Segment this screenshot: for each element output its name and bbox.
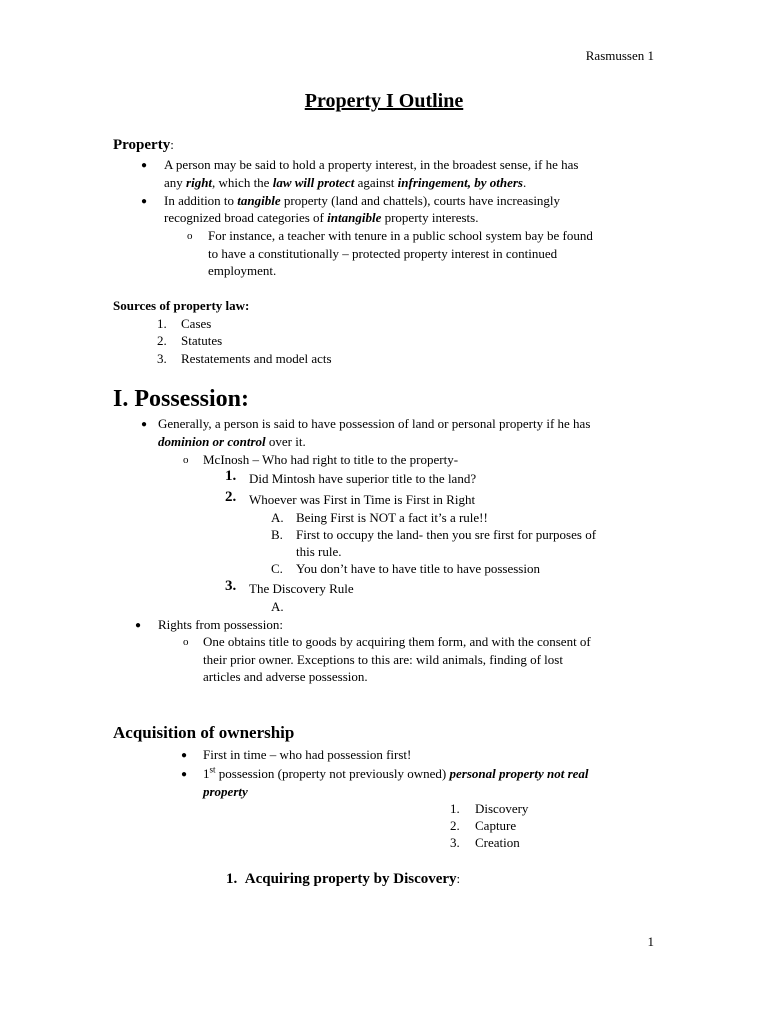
letter-label: C. xyxy=(271,561,283,576)
text-run: any xyxy=(164,175,187,190)
letter-text: You don’t have to have title to have possession xyxy=(296,561,540,576)
letter-label: A. xyxy=(271,510,284,525)
letter-label: A. xyxy=(271,599,284,614)
text-run: 1 xyxy=(203,766,210,781)
list-num: 1. xyxy=(225,468,237,484)
text-run: . xyxy=(522,175,527,190)
property-heading xyxy=(113,136,174,154)
mcinosh-line: McInosh – Who had right to title to the property- xyxy=(203,452,459,467)
page-title xyxy=(0,90,768,112)
text-run: property interests. xyxy=(381,210,479,225)
possession-b1-line2 xyxy=(158,433,306,450)
acq-item-num: 2. xyxy=(450,818,460,833)
circle-bullet-icon: o xyxy=(187,230,193,242)
property-bullet2-line2 xyxy=(164,209,478,226)
acq-item-text: Capture xyxy=(475,818,517,833)
text-run: recognized broad categories of xyxy=(164,210,328,225)
text-run-bold-italic: right xyxy=(186,175,213,190)
possession-heading: I. Possession: xyxy=(113,386,250,412)
bullet-icon: ● xyxy=(141,160,148,171)
letter-label: B. xyxy=(271,527,283,542)
letter-text: First to occupy the land- then you sre first for purposes of xyxy=(296,527,597,542)
text-run: In addition to xyxy=(164,193,238,208)
sources-item-text: Cases xyxy=(181,316,212,331)
property-heading-text: Property xyxy=(113,137,171,153)
bullet-icon: ● xyxy=(181,750,188,761)
text-run: Acquiring property by Discovery xyxy=(244,871,457,887)
text-run-bold-italic: personal property not real xyxy=(449,766,589,781)
list-num: 3. xyxy=(225,578,237,594)
superscript: st xyxy=(209,764,216,775)
property-sub-line2: to have a constitutionally – protected property interest in continued xyxy=(208,246,558,261)
list-text: The Discovery Rule xyxy=(249,581,354,596)
page-number: 1 xyxy=(647,934,654,949)
text-run: possession (property not previously owned) xyxy=(215,766,450,781)
letter-text: this rule. xyxy=(296,544,342,559)
acq-item-num: 1. xyxy=(450,801,460,816)
property-bullet2-line1 xyxy=(164,192,560,209)
acquisition-b2-line2 xyxy=(203,783,248,800)
bullet-icon: ● xyxy=(135,620,142,631)
acquisition-b2-line1 xyxy=(203,765,589,782)
property-heading-colon: : xyxy=(170,137,174,152)
circle-bullet-icon: o xyxy=(183,636,189,648)
text-run: 1. xyxy=(226,871,238,887)
possession-b1-line1: Generally, a person is said to have possession of land or personal property if he has xyxy=(158,416,591,431)
acq-item-num: 3. xyxy=(450,835,460,850)
list-text: Whoever was First in Time is First in Right xyxy=(249,492,476,507)
rights-from-possession: Rights from possession: xyxy=(158,617,283,632)
discovery-subheading xyxy=(226,869,460,889)
acquisition-b1: First in time – who had possession first! xyxy=(203,747,412,762)
text-run-bold-italic: infringement, by others xyxy=(397,175,523,190)
page-title-text: Property I Outline xyxy=(304,90,464,112)
letter-text: Being First is NOT a fact it’s a rule!! xyxy=(296,510,488,525)
list-text: Did Mintosh have superior title to the land? xyxy=(249,471,477,486)
bullet-icon: ● xyxy=(141,196,148,207)
circle-bullet-icon: o xyxy=(183,454,189,466)
text-run: , which the xyxy=(212,175,273,190)
list-num: 2. xyxy=(225,489,237,505)
acq-item-text: Discovery xyxy=(475,801,529,816)
bullet-icon: ● xyxy=(181,769,188,780)
property-bullet1-line1: A person may be said to hold a property interest, in the broadest sense, if he has xyxy=(164,157,579,172)
acq-item-text: Creation xyxy=(475,835,520,850)
property-sub-line1: For instance, a teacher with tenure in a public school system bay be found xyxy=(208,228,593,243)
text-run-bold-italic: tangible xyxy=(237,193,281,208)
text-run-bold-italic: dominion or control xyxy=(158,434,266,449)
obtain-line2: their prior owner. Exceptions to this are: wild animals, finding of lost xyxy=(203,652,563,667)
property-bullet1-line2 xyxy=(164,174,526,191)
acquisition-heading: Acquisition of ownership xyxy=(113,723,295,742)
text-run-bold-italic: intangible xyxy=(327,210,382,225)
obtain-line1: One obtains title to goods by acquiring them form, and with the consent of xyxy=(203,634,591,649)
obtain-line3: articles and adverse possession. xyxy=(203,669,368,684)
sources-item-num: 2. xyxy=(157,333,167,348)
sources-item-text: Statutes xyxy=(181,333,223,348)
sources-item-text: Restatements and model acts xyxy=(181,351,332,366)
text-run: property (land and chattels), courts have increasingly xyxy=(280,193,561,208)
property-sub-line3: employment. xyxy=(208,263,277,278)
text-run-bold-italic: law will protect xyxy=(272,175,355,190)
text-run: : xyxy=(456,871,461,886)
sources-heading: Sources of property law: xyxy=(113,298,250,313)
sources-item-num: 3. xyxy=(157,351,167,366)
text-run-bold-italic: property xyxy=(203,784,248,799)
text-run: against xyxy=(354,175,398,190)
running-head: Rasmussen 1 xyxy=(585,48,654,63)
bullet-icon: ● xyxy=(141,419,148,430)
sources-item-num: 1. xyxy=(157,316,167,331)
text-run: over it. xyxy=(265,434,306,449)
